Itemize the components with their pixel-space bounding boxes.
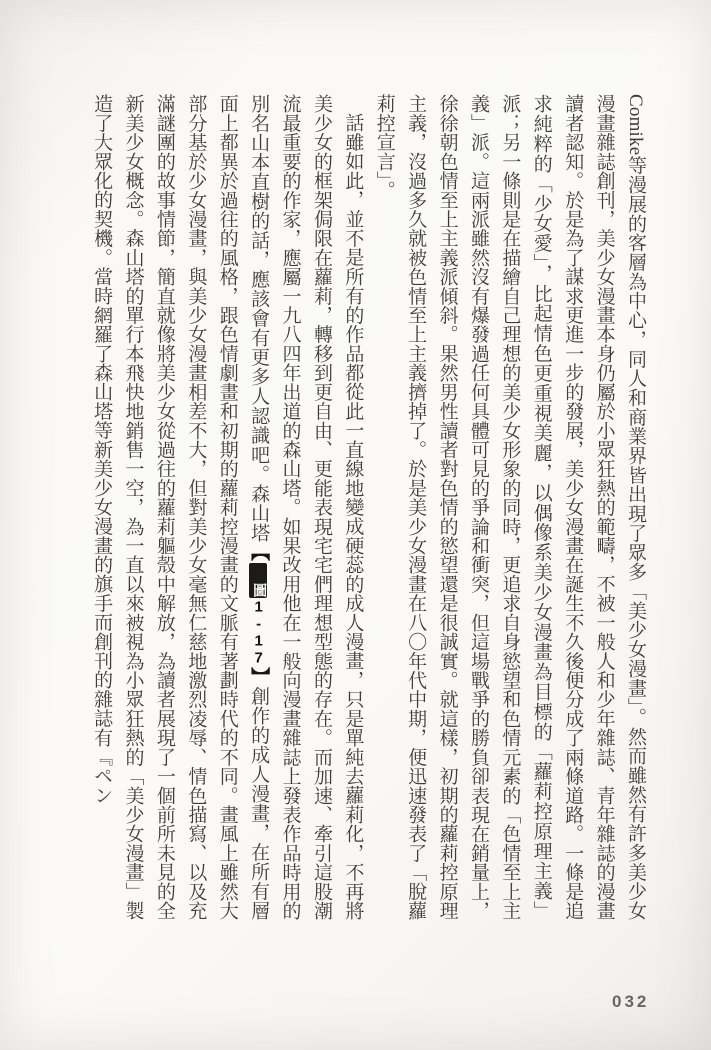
- paragraph-2: [86, 94, 369, 920]
- figure-reference: [248, 542, 269, 686]
- paragraph-1: [368, 94, 651, 920]
- vertical-text-body: [84, 94, 651, 920]
- page-number: 032: [612, 992, 650, 1011]
- paragraph-1-text: Comike等漫展的客層為中心，同人和商業界皆出現了眾多「美少女漫畫」。然而雖然有許多美少女漫畫雜誌創刊，美少女漫畫本身仍屬於小眾狂熱的範疇，不被一般人和少年雜誌、青年雜誌的漫畫讀者認知。於是為了謀求更進一步的發展，美少女漫畫在誕生不久後便分成了兩條道路。一條是追求純粹的「少女愛」，比起情色更重視美麗，以偶像系美少女漫畫為目標的「蘿莉控原理主義」派；另一條則是在描繪自己理想的美少女形象的同時，更追求自身慾望和色情元素的「色情至上主義」派。這兩派雖然沒有爆發過任何具體可見的爭論和衝突，但這場戰爭的勝負卻表現在銷量上，徐徐朝色情至上主義派傾斜。果然男性讀者對色情的慾望還是很誠實。就這樣，初期的蘿莉控原理主義，沒過多久就被色情至上主義擠掉了。於是美少女漫畫在八〇年代中期，便迅速發表了「脫蘿莉控宣言」。: [373, 94, 646, 920]
- figure-ref-close-bracket: 】: [248, 666, 270, 687]
- paragraph-2-text-after: 創作的成人漫畫，在所有層面上都異於過往的風格，跟色情劇畫和初期的蘿莉控漫畫的文脈有著劃時代的不同。畫風上雖然大部分基於少女漫畫，與美少女漫畫相差不大，但對美少女毫無仁慈地激烈凌辱、情色描寫、以及充滿謎團的故事情節，簡直就像將美少女從過往的蘿莉軀殼中解放，為讀者展現了一個前所未見的全新美少女概念。森山塔的單行本飛快地銷售一空，為一直以來被視為小眾狂熱的「美少女漫畫」製造了大眾化的契機。當時網羅了森山塔等新美少女漫畫的旗手而創刊的雜誌有『ペン: [91, 94, 270, 921]
- figure-glyph-badge: 圖: [249, 563, 267, 598]
- figure-ref-number: 1-17: [250, 598, 268, 667]
- figure-ref-open-bracket: 【: [248, 542, 270, 562]
- paragraph-2-text-before: 話雖如此，並不是所有的作品都從此一直線地變成硬蕊的成人漫畫，只是單純去蘿莉化，不再將美少女的框架侷限在蘿莉，轉移到更自由、更能表現宅宅們理想型態的存在。而加速、牽引這股潮流最重要的作家，應屬一九八四年出道的森山塔。如果改用他在一般向漫畫雜誌上發表作品時用的別名山本直樹的話，應該會有更多人認識吧。森山塔: [248, 94, 364, 920]
